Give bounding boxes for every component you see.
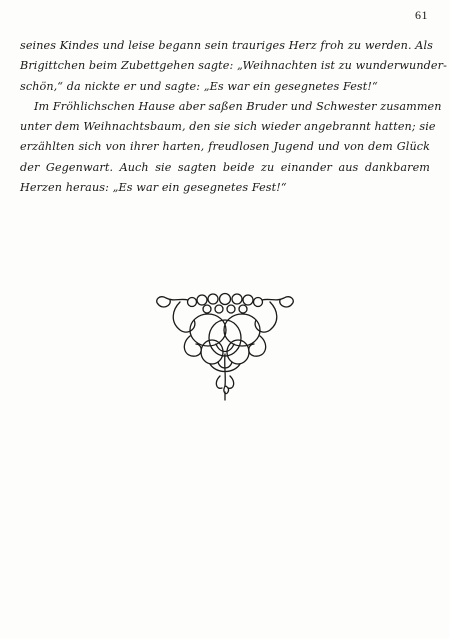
text-line: schön,“ da nickte er und sagte: „Es war ein gesegnetes Fest!“ <box>20 79 378 93</box>
text-line: unter dem Weihnachtsbaum, den sie sich wieder angebrannt hatten; sie <box>20 120 436 134</box>
text-line: erzählten sich von ihrer harten, freudlosen Jugend und von dem Glück <box>20 140 430 154</box>
text-line: seines Kindes und leise begann sein trauriges Herz froh zu werden. Als <box>20 39 433 52</box>
text-line: Im Fröhlichschen Hause aber saßen Bruder und Schwester zusammen <box>34 99 442 113</box>
body-text <box>20 36 447 198</box>
text-line: Herzen heraus: „Es war ein gesegnetes Fest!“ <box>20 181 287 195</box>
floral-vignette-ornament-icon <box>150 292 300 404</box>
text-line: der Gegenwart. Auch sie sagten beide zu einander aus dankbarem <box>20 160 430 174</box>
page-number: 61 <box>415 8 428 22</box>
text-line: Brigittchen beim Zubettgehen sagte: „Weihnachten ist zu wunderwunder- <box>20 59 447 73</box>
